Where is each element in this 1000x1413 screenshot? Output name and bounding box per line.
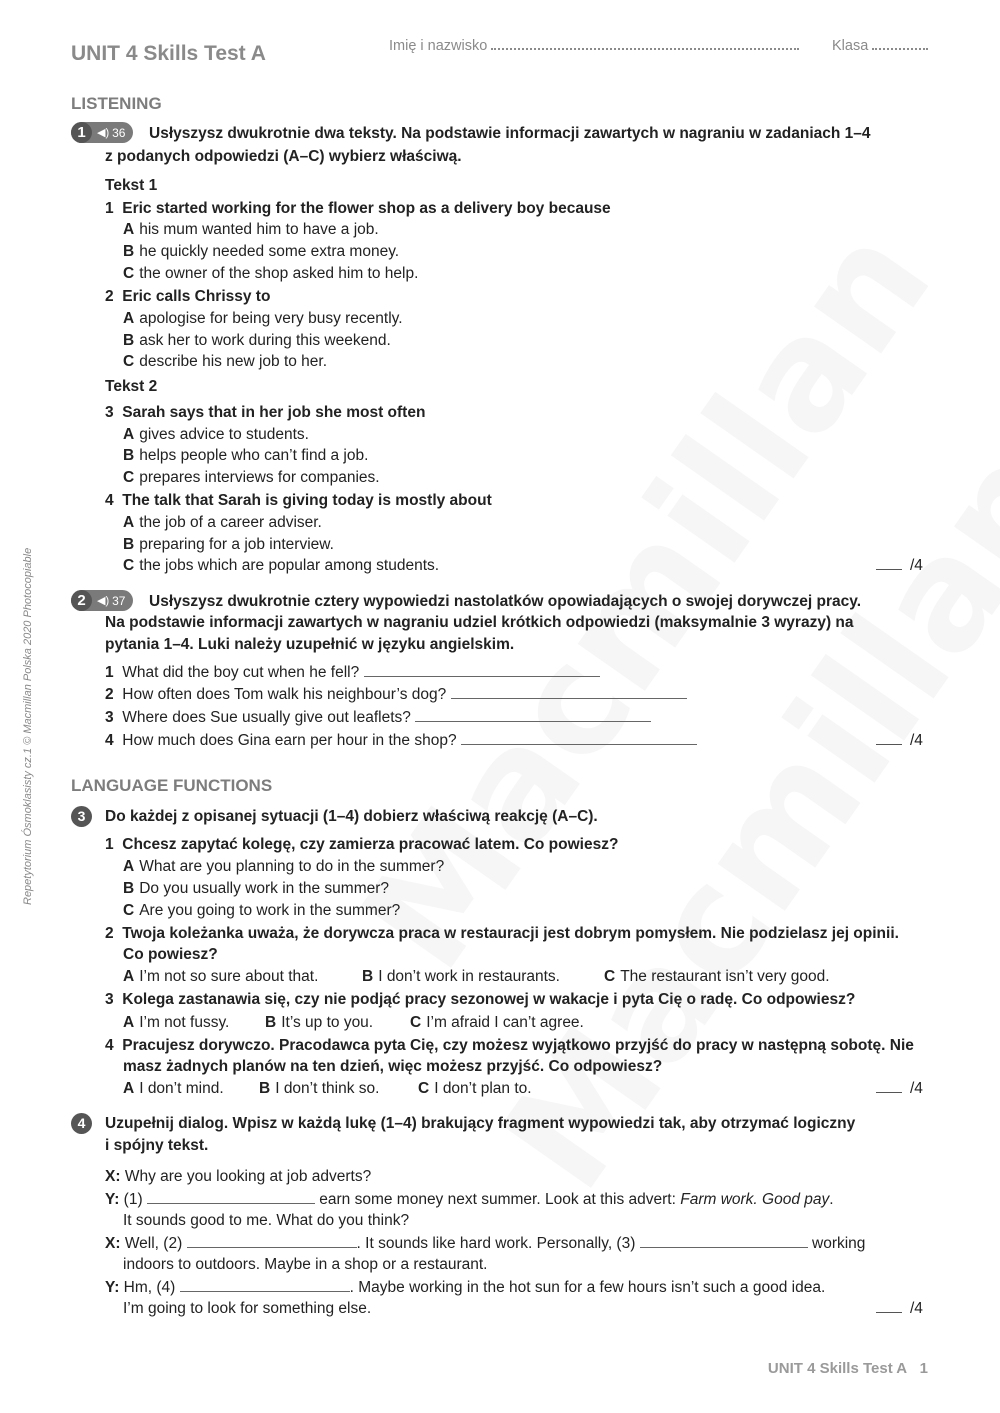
question: 3 Kolega zastanawia się, czy nie podjąć pracy sezonowej w wakacje i pyta Cię o radę. Co odpowiesz? (105, 991, 856, 1008)
option[interactable]: C the owner of the shop asked him to help. (123, 265, 419, 282)
option[interactable]: A I’m not so sure about that. (123, 968, 319, 985)
score-box[interactable]: /4 (876, 1080, 923, 1098)
question: 3 Sarah says that in her job she most often (105, 404, 426, 421)
option[interactable]: B he quickly needed some extra money. (123, 243, 400, 260)
dialog-line: Y: Hm, (4) . Maybe working in the hot sun for a few hours isn’t such a good idea. (105, 1279, 826, 1296)
option[interactable]: A I’m not fussy. (123, 1014, 230, 1031)
option[interactable]: B I don’t think so. (259, 1080, 380, 1097)
class-dotted-line[interactable] (872, 38, 928, 50)
option[interactable]: A apologise for being very busy recently. (123, 310, 403, 327)
gap-2-line[interactable] (187, 1235, 357, 1248)
gap-3-line[interactable] (640, 1235, 808, 1248)
exercise-number: 1 (71, 122, 92, 143)
answer-line[interactable] (451, 686, 687, 699)
name-field[interactable] (389, 38, 799, 54)
option[interactable]: B It’s up to you. (265, 1014, 374, 1031)
speaker-icon: ◀︎) (97, 595, 110, 607)
option[interactable]: B preparing for a job interview. (123, 536, 334, 553)
score-box[interactable]: /4 (876, 1300, 923, 1318)
dialog-line: indoors to outdoors. Maybe in a shop or a restaurant. (123, 1256, 488, 1273)
section-listening: LISTENING (71, 94, 162, 113)
ex2-instruction: Usłyszysz dwukrotnie cztery wypowiedzi nastolatków opowiadających o swojej dorywczej pracy. (149, 593, 862, 610)
option[interactable]: A I don’t mind. (123, 1080, 224, 1097)
dialog-line: It sounds good to me. What do you think? (123, 1212, 410, 1229)
ex4-instruction: i spójny tekst. (105, 1137, 209, 1154)
option[interactable]: A What are you planning to do in the summer? (123, 858, 445, 875)
exercise-number: 2 (71, 590, 92, 611)
copyright-side-text: Repetytorium Ósmoklasisty cz.1 © Macmillan Polska 2020 Photocopiable (22, 547, 34, 905)
footer-label: UNIT 4 Skills Test A (767, 1360, 908, 1377)
track-number: 37 (112, 593, 126, 608)
gap-4-line[interactable] (180, 1279, 350, 1292)
question: 3 Where does Sue usually give out leaflets? (105, 709, 651, 727)
page-footer (768, 1360, 928, 1377)
class-label: Klasa (832, 38, 869, 54)
name-dotted-line[interactable] (491, 38, 799, 50)
question: 1 Eric started working for the flower shop as a delivery boy because (105, 200, 611, 217)
question: 4 How much does Gina earn per hour in the shop? (105, 732, 697, 750)
page-number: 1 (919, 1360, 928, 1377)
name-label: Imię i nazwisko (389, 38, 488, 54)
option[interactable]: C describe his new job to her. (123, 353, 328, 370)
class-field[interactable] (832, 38, 928, 54)
option[interactable]: C I’m afraid I can’t agree. (410, 1014, 584, 1031)
section-language-functions: LANGUAGE FUNCTIONS (71, 776, 273, 795)
exercise-1-badge (71, 122, 133, 143)
gap-1-line[interactable] (147, 1191, 315, 1204)
ex2-instruction: Na podstawie informacji zawartych w nagraniu udziel krótkich odpowiedzi (maksymalnie 3 wyrazy) na (105, 614, 854, 631)
question-cont: masz żadnych planów na ten dzień, więc możesz przyjść. Co odpowiesz? (123, 1058, 663, 1075)
ex2-instruction: pytania 1–4. Luki należy uzupełnić w języku angielskim. (105, 636, 515, 653)
track-number: 36 (112, 125, 126, 140)
score-box[interactable]: /4 (876, 732, 923, 750)
dialog-line: I’m going to look for something else. (123, 1300, 372, 1317)
option[interactable]: B helps people who can’t find a job. (123, 447, 369, 464)
answer-line[interactable] (461, 732, 697, 745)
option[interactable]: A his mum wanted him to have a job. (123, 221, 379, 238)
text-1-label: Tekst 1 (105, 177, 158, 194)
page-title: UNIT 4 Skills Test A (71, 42, 266, 65)
option[interactable]: B I don’t work in restaurants. (362, 968, 560, 985)
dialog-line: Y: (1) earn some money next summer. Look at this advert: Farm work. Good pay. (105, 1191, 834, 1208)
text-2-label: Tekst 2 (105, 378, 158, 395)
exercise-4-badge: 4 (71, 1113, 92, 1134)
question: 4 Pracujesz dorywczo. Pracodawca pyta Cię, czy możesz wyjątkowo przyjść do pracy w następną sobotę. Nie (105, 1037, 914, 1054)
question: 2 Twoja koleżanka uważa, że dorywcza praca w restauracji jest dobrym pomysłem. Nie podzielasz jej opinii. (105, 925, 899, 942)
option[interactable]: C prepares interviews for companies. (123, 469, 380, 486)
question: 2 Eric calls Chrissy to (105, 288, 271, 305)
exercise-2-badge (71, 590, 133, 611)
ex4-instruction: Uzupełnij dialog. Wpisz w każdą lukę (1–4) brakujący fragment wypowiedzi tak, aby otrzymać logiczny (105, 1115, 856, 1132)
option[interactable]: A gives advice to students. (123, 426, 309, 443)
exercise-3-badge: 3 (71, 806, 92, 827)
ex3-instruction: Do każdej z opisanej sytuacji (1–4) dobierz właściwą reakcję (A–C). (105, 808, 598, 825)
option[interactable]: C I don’t plan to. (418, 1080, 532, 1097)
option[interactable]: B Do you usually work in the summer? (123, 880, 390, 897)
ex1-instruction: z podanych odpowiedzi (A–C) wybierz właściwą. (105, 148, 462, 165)
question: 4 The talk that Sarah is giving today is mostly about (105, 492, 492, 509)
dialog-line: X: Well, (2) . It sounds like hard work. Personally, (3) working (105, 1235, 866, 1252)
question-cont: Co powiesz? (123, 946, 218, 963)
option[interactable]: B ask her to work during this weekend. (123, 332, 391, 349)
question: 1 What did the boy cut when he fell? (105, 664, 600, 682)
option[interactable]: C Are you going to work in the summer? (123, 902, 401, 919)
answer-line[interactable] (364, 664, 600, 677)
ex1-instruction: Usłyszysz dwukrotnie dwa teksty. Na podstawie informacji zawartych w nagraniu w zadaniach 1–4 (149, 125, 871, 142)
option[interactable]: A the job of a career adviser. (123, 514, 322, 531)
speaker-icon: ◀︎) (97, 127, 110, 139)
option[interactable]: C the jobs which are popular among students. (123, 557, 440, 574)
score-box[interactable]: /4 (876, 557, 923, 575)
question: 2 How often does Tom walk his neighbour’s dog? (105, 686, 687, 704)
option[interactable]: C The restaurant isn’t very good. (604, 968, 830, 985)
answer-line[interactable] (415, 709, 651, 722)
question: 1 Chcesz zapytać kolegę, czy zamierza pracować latem. Co powiesz? (105, 836, 619, 853)
dialog-line: X: Why are you looking at job adverts? (105, 1168, 372, 1185)
